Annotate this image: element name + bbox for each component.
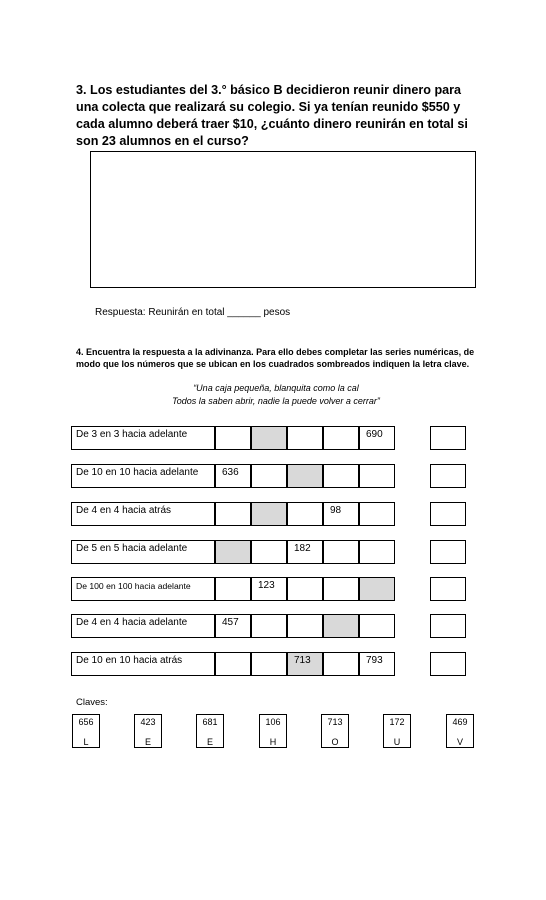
clave-number: 172 xyxy=(389,717,405,727)
clave-card xyxy=(196,714,224,748)
series-label: De 10 en 10 hacia adelante xyxy=(71,464,215,488)
series-cell-shaded[interactable] xyxy=(323,614,359,638)
series-cell[interactable]: 690 xyxy=(359,426,395,450)
series-label: De 100 en 100 hacia adelante xyxy=(71,577,215,601)
clave-letter: H xyxy=(269,737,277,747)
series-cell[interactable] xyxy=(323,464,359,488)
series-label: De 5 en 5 hacia adelante xyxy=(71,540,215,564)
clave-number: 106 xyxy=(265,717,281,727)
series-label: De 10 en 10 hacia atrás xyxy=(71,652,215,676)
clave-number: 469 xyxy=(452,717,468,727)
clave-card xyxy=(446,714,474,748)
series-cell[interactable] xyxy=(251,464,287,488)
series-cell[interactable] xyxy=(323,577,359,601)
series-cell[interactable] xyxy=(215,502,251,526)
series-cell-shaded[interactable] xyxy=(251,426,287,450)
clave-letter: U xyxy=(393,737,401,747)
clave-number: 656 xyxy=(78,717,94,727)
series-cell[interactable]: 98 xyxy=(323,502,359,526)
series-cell[interactable] xyxy=(215,577,251,601)
answer-letter-box[interactable] xyxy=(430,614,466,638)
series-cell[interactable] xyxy=(359,502,395,526)
series-cell[interactable] xyxy=(251,652,287,676)
clave-number: 681 xyxy=(202,717,218,727)
answer-letter-box[interactable] xyxy=(430,502,466,526)
riddle-line-2: Todos la saben abrir, nadie la puede volver a cerrar” xyxy=(172,395,380,406)
series-cell[interactable]: 636 xyxy=(215,464,251,488)
series-cell[interactable] xyxy=(359,464,395,488)
series-cell[interactable] xyxy=(215,652,251,676)
series-cell-shaded[interactable] xyxy=(287,464,323,488)
series-cell[interactable] xyxy=(251,540,287,564)
series-cell-shaded[interactable] xyxy=(359,577,395,601)
clave-number: 713 xyxy=(327,717,343,727)
clave-card xyxy=(72,714,100,748)
series-cell[interactable] xyxy=(287,426,323,450)
series-cell[interactable]: 123 xyxy=(251,577,287,601)
answer-line: Respuesta: Reunirán en total ______ pesos xyxy=(95,307,291,318)
series-cell[interactable] xyxy=(359,540,395,564)
series-cell[interactable] xyxy=(287,614,323,638)
series-cell-shaded[interactable] xyxy=(251,502,287,526)
series-cell[interactable] xyxy=(215,426,251,450)
series-cell-shaded[interactable] xyxy=(215,540,251,564)
clave-letter: E xyxy=(144,737,151,747)
series-cell[interactable]: 793 xyxy=(359,652,395,676)
clave-letter: V xyxy=(456,737,463,747)
series-cell[interactable]: 182 xyxy=(287,540,323,564)
series-label: De 3 en 3 hacia adelante xyxy=(71,426,215,450)
answer-letter-box[interactable] xyxy=(430,540,466,564)
series-label: De 4 en 4 hacia adelante xyxy=(71,614,215,638)
clave-card xyxy=(134,714,162,748)
answer-work-box[interactable] xyxy=(90,151,476,288)
series-cell[interactable] xyxy=(287,502,323,526)
series-cell[interactable] xyxy=(359,614,395,638)
series-cell-shaded[interactable]: 713 xyxy=(287,652,323,676)
clave-letter: L xyxy=(83,737,89,747)
clave-number: 423 xyxy=(140,717,156,727)
series-cell[interactable] xyxy=(323,540,359,564)
series-cell[interactable] xyxy=(323,426,359,450)
claves-title: Claves: xyxy=(76,697,108,708)
series-cell[interactable] xyxy=(287,577,323,601)
clave-letter: E xyxy=(206,737,213,747)
question-4-text: 4. Encuentra la respuesta a la adivinanza. Para ello debes completar las series numéricas, de modo que los números que se ubican en los cuadrados sombreados indiquen la letra clave. xyxy=(76,347,475,369)
riddle-line-1: “Una caja pequeña, blanquita como la cal xyxy=(193,383,359,393)
answer-letter-box[interactable] xyxy=(430,464,466,488)
clave-card xyxy=(321,714,349,748)
series-cell[interactable] xyxy=(323,652,359,676)
answer-letter-box[interactable] xyxy=(430,577,466,601)
clave-letter: O xyxy=(331,737,339,747)
series-cell[interactable]: 457 xyxy=(215,614,251,638)
clave-card xyxy=(383,714,411,748)
clave-card xyxy=(259,714,287,748)
series-cell[interactable] xyxy=(251,614,287,638)
question-3-text: 3. Los estudiantes del 3.° básico B decidieron reunir dinero para una colecta que realizará su colegio. Si ya tenían reunido $550 y cada alumno deberá traer $10, ¿cuánto dinero reunirán en total si son 23 alumnos en el curso? xyxy=(76,83,468,148)
answer-letter-box[interactable] xyxy=(430,426,466,450)
answer-letter-box[interactable] xyxy=(430,652,466,676)
riddle xyxy=(76,382,476,407)
series-label: De 4 en 4 hacia atrás xyxy=(71,502,215,526)
